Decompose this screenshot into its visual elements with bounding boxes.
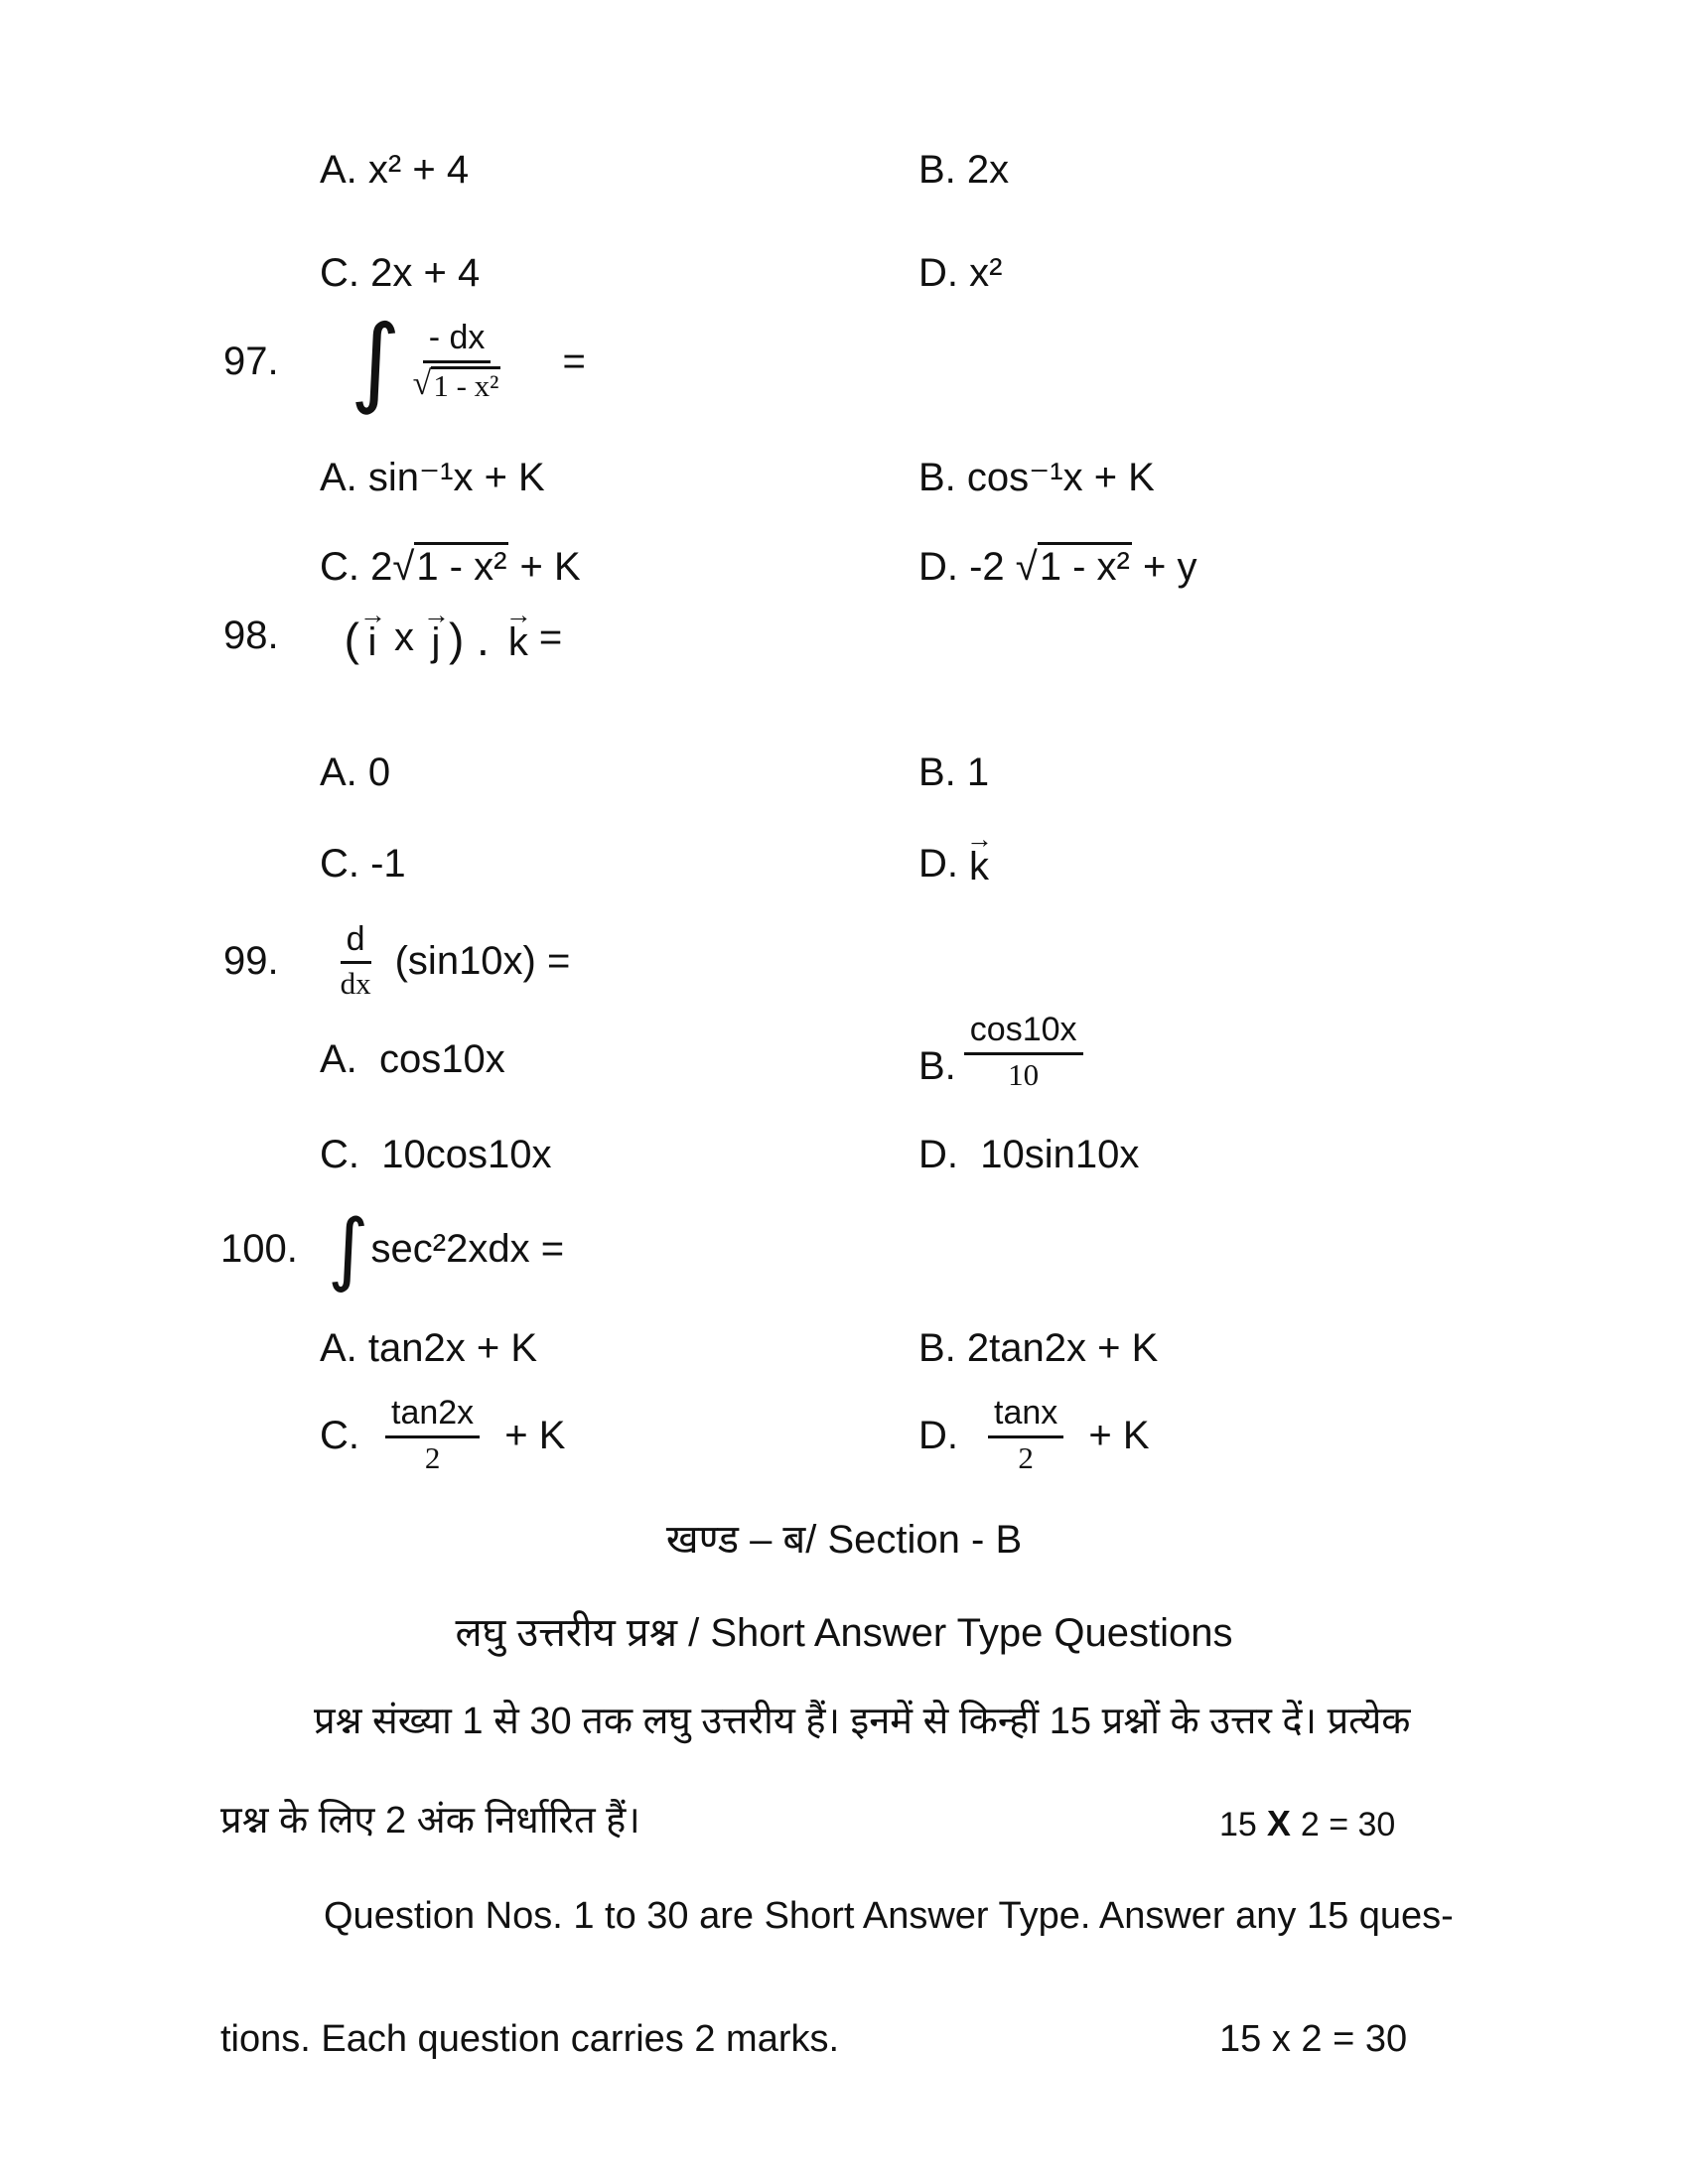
question-100-formula xyxy=(220,1196,564,1300)
q100-c-denominator: 2 xyxy=(424,1439,441,1475)
question-98-formula xyxy=(223,600,563,666)
question-99-formula xyxy=(223,911,570,1011)
q97-option-d xyxy=(918,544,1196,590)
cross-product: x xyxy=(393,614,414,659)
sqrt-icon: √ xyxy=(392,545,415,589)
english-instruction-text-2: tions. Each question carries 2 marks. xyxy=(220,2018,840,2060)
section-b-subtitle: लघु उत्तरीय प्रश्न / Short Answer Type Questions xyxy=(455,1611,1233,1655)
q98-option-c: C. -1 xyxy=(320,842,406,886)
vector-k xyxy=(504,600,531,664)
q100-options-row-2 xyxy=(0,1388,1688,1482)
section-b-subheader-row xyxy=(0,1610,1688,1656)
q99-option-a: A. cos10x xyxy=(320,1037,505,1081)
q100-option-a: A. tan2x + K xyxy=(320,1326,538,1370)
q100-d-fraction xyxy=(988,1395,1063,1474)
q97-option-c xyxy=(320,544,581,590)
vector-k-letter: k xyxy=(507,619,528,664)
q99-option-d: D. 10sin10x xyxy=(918,1133,1140,1176)
section-b-title: खण्ड – ब/ Section - B xyxy=(665,1518,1023,1562)
q98-option-b: B. 1 xyxy=(918,751,990,794)
q96-option-d: D. x² xyxy=(918,251,1003,295)
q100-c-fraction xyxy=(385,1395,480,1474)
question-98-number: 98. xyxy=(223,613,279,657)
vector-arrow-icon: → xyxy=(422,600,449,629)
q100-c-post: + K xyxy=(493,1413,566,1457)
vector-k xyxy=(966,824,992,888)
q97-d-radicand: 1 - x² xyxy=(1038,542,1132,589)
q97-c-post: + K xyxy=(508,545,581,589)
question-100-stem xyxy=(0,1196,1688,1300)
q98-option-a: A. 0 xyxy=(320,751,391,794)
q99-options-row-1 xyxy=(0,1005,1688,1099)
hindi-instruction-text-2: प्रश्न के लिए 2 अंक निर्धारित हैं। xyxy=(220,1800,640,1842)
q99-b-denominator: 10 xyxy=(1008,1056,1040,1092)
q100-expression: sec²2xdx = xyxy=(370,1226,565,1271)
q97-c-radicand: 1 - x² xyxy=(414,542,508,589)
q97-d-post: + y xyxy=(1131,545,1197,589)
q97-option-a: A. sin⁻¹x + K xyxy=(320,456,545,499)
q99-expression: (sin10x) = xyxy=(394,939,571,983)
q99-numerator: d xyxy=(341,921,371,964)
q97-equals: = xyxy=(562,340,586,383)
q98-d-label: D. xyxy=(918,842,958,886)
q99-b-fraction xyxy=(964,1012,1083,1091)
marks-formula-hindi xyxy=(1219,1803,1395,1844)
section-b-header-row xyxy=(0,1517,1688,1563)
marks-formula-english: 15 x 2 = 30 xyxy=(1219,2018,1408,2060)
question-97-stem xyxy=(0,296,1688,427)
open-paren: ( xyxy=(344,614,359,666)
q98-option-d xyxy=(918,824,992,888)
q100-d-label: D. xyxy=(918,1413,958,1457)
q100-d-post: + K xyxy=(1077,1413,1150,1457)
marks1-pre: 15 xyxy=(1219,1806,1257,1843)
sqrt-icon: √ xyxy=(1015,545,1038,589)
hindi-instruction-text-1: प्रश्न संख्या 1 से 30 तक लघु उत्तरीय हैं। इनमें से किन्हीं 15 प्रश्नों के उत्तर दें। प्रत्येक xyxy=(314,1701,1411,1742)
q100-option-b: B. 2tan2x + K xyxy=(918,1326,1159,1370)
q98-options-row-2 xyxy=(0,812,1688,887)
marks1-post: 2 = 30 xyxy=(1300,1806,1396,1843)
q97-radicand: 1 - x² xyxy=(433,367,499,403)
q100-option-c xyxy=(320,1388,565,1482)
q97-numerator: - dx xyxy=(423,320,492,362)
q100-d-denominator: 2 xyxy=(1018,1439,1034,1475)
q97-c-pre: C. 2 xyxy=(320,545,393,589)
q96-option-c: C. 2x + 4 xyxy=(320,251,481,295)
vector-i-letter: i xyxy=(367,619,377,664)
q96-option-a: A. x² + 4 xyxy=(320,148,470,192)
q99-option-b xyxy=(918,1005,1083,1099)
q100-c-numerator: tan2x xyxy=(385,1395,480,1437)
vector-j xyxy=(422,600,449,664)
q99-option-c: C. 10cos10x xyxy=(320,1133,552,1176)
q99-b-label: B. xyxy=(918,1044,956,1088)
question-100-number: 100. xyxy=(220,1226,298,1271)
close-paren-dot: ) . xyxy=(448,614,490,666)
vector-i xyxy=(358,600,385,664)
question-99-number: 99. xyxy=(223,939,279,983)
q97-denominator xyxy=(413,363,501,403)
question-97-formula xyxy=(223,296,586,427)
vector-arrow-icon: → xyxy=(504,600,531,629)
q99-ddx-fraction xyxy=(341,921,371,1001)
q99-denominator: dx xyxy=(340,966,371,1002)
q99-b-numerator: cos10x xyxy=(964,1012,1083,1054)
q97-fraction xyxy=(413,320,501,402)
q100-d-numerator: tanx xyxy=(988,1395,1063,1437)
question-99-stem xyxy=(0,911,1688,1011)
integral-icon: ∫ xyxy=(350,304,401,418)
english-instruction-text-1: Question Nos. 1 to 30 are Short Answer Type. Answer any 15 ques- xyxy=(324,1895,1454,1937)
q100-option-d xyxy=(918,1388,1150,1482)
q96-option-b: B. 2x xyxy=(918,148,1010,192)
q97-d-pre: D. -2 xyxy=(918,545,1016,589)
question-97-number: 97. xyxy=(223,340,279,383)
vector-arrow-icon: → xyxy=(358,600,385,629)
q100-c-label: C. xyxy=(320,1413,359,1457)
sqrt-icon: √ xyxy=(412,364,432,402)
vector-j-letter: j xyxy=(431,619,441,664)
q97-option-b: B. cos⁻¹x + K xyxy=(918,456,1155,499)
q98-equals: = xyxy=(538,614,563,659)
marks1-x: X xyxy=(1266,1803,1291,1843)
integral-icon: ∫ xyxy=(327,1201,369,1295)
vector-arrow-icon: → xyxy=(966,824,992,855)
vector-k-letter: k xyxy=(969,845,989,888)
